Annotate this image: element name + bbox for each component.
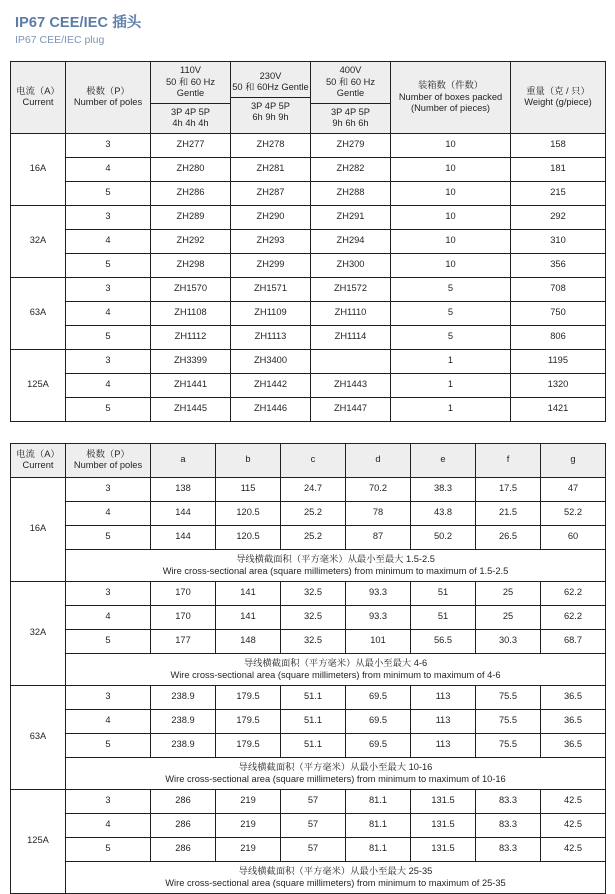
th-boxes-en1: Number of boxes packed <box>398 91 503 102</box>
cell-400v-code: ZH282 <box>311 157 391 181</box>
cell-dim-f: 75.5 <box>476 685 541 709</box>
th-boxes-cn: 装箱数（件数） <box>417 80 484 90</box>
cell-dim-d: 81.1 <box>346 837 411 861</box>
table-row <box>11 349 606 373</box>
table-row <box>11 325 606 349</box>
cell-weight: 292 <box>511 205 606 229</box>
th2-dim-c: c <box>281 443 346 477</box>
cell-weight: 310 <box>511 229 606 253</box>
cell-dim-b: 141 <box>216 581 281 605</box>
cell-boxes: 5 <box>391 325 511 349</box>
cell-poles: 4 <box>66 373 151 397</box>
cell-dim-b: 179.5 <box>216 733 281 757</box>
cell-current: 32A <box>11 205 66 277</box>
th-poles <box>66 62 151 134</box>
cell-weight: 1421 <box>511 397 606 421</box>
table-row <box>11 733 606 757</box>
cell-400v-code <box>311 349 391 373</box>
cell-dim-g: 52.2 <box>541 501 606 525</box>
table-row <box>11 629 606 653</box>
cell-dim-f: 25 <box>476 581 541 605</box>
cell-boxes: 1 <box>391 349 511 373</box>
cell-boxes: 5 <box>391 277 511 301</box>
th-110v-bottom <box>151 104 230 133</box>
th-poles-en: Number of poles <box>73 97 143 108</box>
cell-poles: 4 <box>66 813 151 837</box>
cell-boxes: 10 <box>391 133 511 157</box>
cell-110v-code: ZH292 <box>151 229 231 253</box>
cell-dim-d: 93.3 <box>346 605 411 629</box>
cell-dim-g: 42.5 <box>541 789 606 813</box>
cell-230v-code: ZH1571 <box>231 277 311 301</box>
wire-section-note-en: Wire cross-sectional area (square millimeters) from minimum to maximum of 25-35 <box>165 877 506 888</box>
cell-dim-c: 24.7 <box>281 477 346 501</box>
cell-boxes: 5 <box>391 301 511 325</box>
cell-230v-code: ZH1442 <box>231 373 311 397</box>
wire-section-note-en: Wire cross-sectional area (square millimeters) from minimum to maximum of 4-6 <box>170 669 501 680</box>
page-title-cn: IP67 CEE/IEC 插头 <box>15 15 142 31</box>
cell-110v-code: ZH1445 <box>151 397 231 421</box>
cell-dim-e: 51 <box>411 581 476 605</box>
cell-boxes: 10 <box>391 205 511 229</box>
cell-dim-c: 32.5 <box>281 581 346 605</box>
th2-dim-d: d <box>346 443 411 477</box>
cell-230v-code: ZH278 <box>231 133 311 157</box>
cell-230v-code: ZH1446 <box>231 397 311 421</box>
cell-dim-g: 36.5 <box>541 685 606 709</box>
dimension-table-body <box>11 477 606 893</box>
cell-dim-c: 51.1 <box>281 733 346 757</box>
cell-dim-c: 57 <box>281 789 346 813</box>
th-400v-voltage: 400V <box>339 65 362 75</box>
cell-poles: 3 <box>66 685 151 709</box>
th-400v-clock: 9h 6h 6h <box>332 118 369 128</box>
cell-dim-a: 144 <box>151 525 216 549</box>
cell-110v-code: ZH289 <box>151 205 231 229</box>
th-110v <box>151 62 231 134</box>
cell-dim-a: 238.9 <box>151 685 216 709</box>
cell-current: 63A <box>11 277 66 349</box>
th-230v-voltage: 230V <box>259 70 282 81</box>
th2-dim-a: a <box>151 443 216 477</box>
cell-dim-g: 68.7 <box>541 629 606 653</box>
cell-boxes: 10 <box>391 181 511 205</box>
cell-dim-b: 219 <box>216 813 281 837</box>
cell-dim-c: 57 <box>281 813 346 837</box>
cell-dim-e: 131.5 <box>411 813 476 837</box>
cell-poles: 4 <box>66 229 151 253</box>
model-code-table <box>10 61 606 422</box>
cell-weight: 806 <box>511 325 606 349</box>
th-230v <box>231 62 311 134</box>
cell-boxes: 10 <box>391 253 511 277</box>
cell-poles: 5 <box>66 181 151 205</box>
cell-dim-g: 42.5 <box>541 837 606 861</box>
cell-dim-b: 179.5 <box>216 709 281 733</box>
cell-dim-d: 70.2 <box>346 477 411 501</box>
cell-poles: 3 <box>66 133 151 157</box>
th-230v-poles: 3P 4P 5P <box>251 100 290 111</box>
cell-dim-e: 50.2 <box>411 525 476 549</box>
cell-110v-code: ZH1112 <box>151 325 231 349</box>
cell-dim-e: 43.8 <box>411 501 476 525</box>
th-230v-top <box>231 68 310 98</box>
th-400v-poles: 3P 4P 5P <box>331 106 370 117</box>
cell-dim-d: 69.5 <box>346 709 411 733</box>
table-row <box>11 133 606 157</box>
cell-dim-f: 21.5 <box>476 501 541 525</box>
cell-dim-f: 75.5 <box>476 709 541 733</box>
cell-dim-b: 120.5 <box>216 525 281 549</box>
cell-230v-code: ZH293 <box>231 229 311 253</box>
table-row <box>11 229 606 253</box>
cell-dim-g: 62.2 <box>541 605 606 629</box>
cell-poles: 5 <box>66 325 151 349</box>
table-row <box>11 581 606 605</box>
cell-poles: 3 <box>66 789 151 813</box>
th-poles-cn: 极数（P） <box>86 85 130 96</box>
cell-boxes: 10 <box>391 157 511 181</box>
cell-dim-f: 30.3 <box>476 629 541 653</box>
th2-dim-g: g <box>541 443 606 477</box>
table-row <box>11 501 606 525</box>
th-230v-bottom <box>231 98 310 127</box>
cell-dim-d: 87 <box>346 525 411 549</box>
dimension-table <box>10 443 606 894</box>
cell-dim-d: 69.5 <box>346 733 411 757</box>
table-row <box>11 181 606 205</box>
cell-230v-code: ZH287 <box>231 181 311 205</box>
cell-dim-a: 138 <box>151 477 216 501</box>
cell-dim-f: 17.5 <box>476 477 541 501</box>
cell-boxes: 1 <box>391 373 511 397</box>
cell-dim-g: 47 <box>541 477 606 501</box>
cell-400v-code: ZH300 <box>311 253 391 277</box>
cell-110v-code: ZH3399 <box>151 349 231 373</box>
cell-dim-d: 81.1 <box>346 813 411 837</box>
cell-dim-g: 36.5 <box>541 709 606 733</box>
cell-poles: 4 <box>66 301 151 325</box>
table-row <box>11 157 606 181</box>
table-row <box>11 477 606 501</box>
table-row <box>11 277 606 301</box>
cell-dim-g: 42.5 <box>541 813 606 837</box>
cell-poles: 3 <box>66 205 151 229</box>
cell-dim-b: 219 <box>216 837 281 861</box>
cell-current: 16A <box>11 477 66 581</box>
cell-current: 16A <box>11 133 66 205</box>
cell-dim-e: 56.5 <box>411 629 476 653</box>
table-row <box>11 709 606 733</box>
table-header-row <box>11 443 606 477</box>
cell-weight: 750 <box>511 301 606 325</box>
wire-section-note-cn: 导线横截面积（平方毫米）从最小至最大 1.5-2.5 <box>236 553 435 564</box>
cell-poles: 5 <box>66 837 151 861</box>
cell-400v-code: ZH279 <box>311 133 391 157</box>
th-110v-voltage: 110V <box>179 65 202 75</box>
th-110v-clock: 4h 4h 4h <box>172 118 209 128</box>
th2-dim-b: b <box>216 443 281 477</box>
th2-current-en: Current <box>22 460 54 470</box>
table-row <box>11 813 606 837</box>
th-current <box>11 62 66 134</box>
th-110v-freq: 50 和 60 Hz Gentle <box>165 76 216 98</box>
table-row <box>11 205 606 229</box>
cell-dim-f: 83.3 <box>476 837 541 861</box>
cell-dim-f: 75.5 <box>476 733 541 757</box>
table-row <box>11 605 606 629</box>
th2-dim-e: e <box>411 443 476 477</box>
cell-110v-code: ZH286 <box>151 181 231 205</box>
cell-dim-c: 51.1 <box>281 685 346 709</box>
cell-dim-a: 177 <box>151 629 216 653</box>
cell-weight: 215 <box>511 181 606 205</box>
cell-dim-a: 286 <box>151 813 216 837</box>
wire-section-note <box>66 653 606 685</box>
th2-current <box>11 443 66 477</box>
cell-current: 125A <box>11 349 66 421</box>
th-400v-bottom <box>311 104 390 133</box>
cell-weight: 181 <box>511 157 606 181</box>
th-400v <box>311 62 391 134</box>
cell-dim-b: 141 <box>216 605 281 629</box>
cell-400v-code: ZH1114 <box>311 325 391 349</box>
th2-current-cn: 电流（A） <box>16 448 60 459</box>
cell-current: 63A <box>11 685 66 789</box>
cell-110v-code: ZH277 <box>151 133 231 157</box>
wire-section-note-cn: 导线横截面积（平方毫米）从最小至最大 10-16 <box>238 761 433 772</box>
cell-dim-f: 26.5 <box>476 525 541 549</box>
cell-dim-c: 32.5 <box>281 605 346 629</box>
cell-poles: 3 <box>66 277 151 301</box>
cell-poles: 5 <box>66 253 151 277</box>
table-row <box>11 789 606 813</box>
cell-weight: 708 <box>511 277 606 301</box>
cell-dim-d: 93.3 <box>346 581 411 605</box>
th-weight <box>511 62 606 134</box>
wire-section-note-en: Wire cross-sectional area (square millimeters) from minimum to maximum of 1.5-2.5 <box>162 565 509 576</box>
th-current-cn: 电流（A） <box>16 85 60 96</box>
table-row <box>11 685 606 709</box>
cell-poles: 4 <box>66 157 151 181</box>
cell-110v-code: ZH1441 <box>151 373 231 397</box>
cell-dim-e: 113 <box>411 685 476 709</box>
th-400v-freq: 50 和 60 Hz Gentle <box>325 76 376 98</box>
th-weight-en: Weight (g/piece) <box>524 97 592 108</box>
page-header <box>10 0 605 47</box>
cell-230v-code: ZH299 <box>231 253 311 277</box>
table-row <box>11 253 606 277</box>
th-230v-clock: 6h 9h 9h <box>252 112 289 123</box>
cell-poles: 4 <box>66 605 151 629</box>
cell-dim-a: 286 <box>151 789 216 813</box>
cell-dim-c: 32.5 <box>281 629 346 653</box>
dimension-table-head <box>11 443 606 477</box>
cell-110v-code: ZH280 <box>151 157 231 181</box>
cell-110v-code: ZH1108 <box>151 301 231 325</box>
wire-section-note-en: Wire cross-sectional area (square millimeters) from minimum to maximum of 10-16 <box>165 773 506 784</box>
note-row <box>11 757 606 789</box>
cell-poles: 3 <box>66 477 151 501</box>
th-current-en: Current <box>22 97 54 108</box>
cell-dim-a: 286 <box>151 837 216 861</box>
cell-weight: 1320 <box>511 373 606 397</box>
cell-400v-code: ZH1447 <box>311 397 391 421</box>
cell-poles: 3 <box>66 581 151 605</box>
cell-dim-c: 51.1 <box>281 709 346 733</box>
th2-dim-f: f <box>476 443 541 477</box>
cell-dim-b: 115 <box>216 477 281 501</box>
cell-dim-e: 113 <box>411 709 476 733</box>
cell-boxes: 10 <box>391 229 511 253</box>
cell-dim-a: 238.9 <box>151 709 216 733</box>
cell-dim-c: 25.2 <box>281 501 346 525</box>
cell-poles: 5 <box>66 629 151 653</box>
cell-current: 125A <box>11 789 66 893</box>
cell-dim-e: 131.5 <box>411 789 476 813</box>
cell-110v-code: ZH1570 <box>151 277 231 301</box>
wire-section-note-cn: 导线横截面积（平方毫米）从最小至最大 25-35 <box>238 865 433 876</box>
cell-dim-c: 57 <box>281 837 346 861</box>
cell-dim-c: 25.2 <box>281 525 346 549</box>
cell-dim-g: 62.2 <box>541 581 606 605</box>
th-weight-cn: 重量（克 / 只） <box>526 85 590 96</box>
wire-section-note <box>66 757 606 789</box>
cell-230v-code: ZH281 <box>231 157 311 181</box>
cell-230v-code: ZH1109 <box>231 301 311 325</box>
cell-dim-f: 25 <box>476 605 541 629</box>
table-row <box>11 397 606 421</box>
note-row <box>11 653 606 685</box>
model-code-table-body <box>11 133 606 421</box>
cell-230v-code: ZH1113 <box>231 325 311 349</box>
cell-400v-code: ZH291 <box>311 205 391 229</box>
wire-section-note <box>66 861 606 893</box>
th-boxes <box>391 62 511 134</box>
cell-dim-g: 36.5 <box>541 733 606 757</box>
cell-dim-e: 51 <box>411 605 476 629</box>
table-row <box>11 525 606 549</box>
cell-weight: 158 <box>511 133 606 157</box>
cell-poles: 3 <box>66 349 151 373</box>
table-row <box>11 837 606 861</box>
cell-poles: 5 <box>66 397 151 421</box>
table-row <box>11 373 606 397</box>
cell-dim-e: 131.5 <box>411 837 476 861</box>
cell-weight: 1195 <box>511 349 606 373</box>
cell-dim-f: 83.3 <box>476 813 541 837</box>
cell-dim-e: 38.3 <box>411 477 476 501</box>
cell-400v-code: ZH1443 <box>311 373 391 397</box>
cell-dim-a: 144 <box>151 501 216 525</box>
cell-dim-b: 219 <box>216 789 281 813</box>
th-boxes-en2: (Number of pieces) <box>410 103 491 113</box>
th-110v-top <box>151 62 230 104</box>
cell-dim-a: 170 <box>151 605 216 629</box>
cell-dim-b: 120.5 <box>216 501 281 525</box>
th2-poles-en: Number of poles <box>73 460 143 470</box>
page-title-en: IP67 CEE/IEC plug <box>15 34 105 46</box>
table-row <box>11 301 606 325</box>
cell-dim-a: 238.9 <box>151 733 216 757</box>
cell-400v-code: ZH1572 <box>311 277 391 301</box>
cell-dim-g: 60 <box>541 525 606 549</box>
cell-230v-code: ZH3400 <box>231 349 311 373</box>
cell-poles: 4 <box>66 709 151 733</box>
cell-400v-code: ZH294 <box>311 229 391 253</box>
cell-poles: 5 <box>66 525 151 549</box>
cell-poles: 4 <box>66 501 151 525</box>
cell-dim-a: 170 <box>151 581 216 605</box>
cell-current: 32A <box>11 581 66 685</box>
note-row <box>11 861 606 893</box>
cell-dim-d: 69.5 <box>346 685 411 709</box>
wire-section-note <box>66 549 606 581</box>
wire-section-note-cn: 导线横截面积（平方毫米）从最小至最大 4-6 <box>243 657 428 668</box>
cell-400v-code: ZH288 <box>311 181 391 205</box>
note-row <box>11 549 606 581</box>
cell-dim-e: 113 <box>411 733 476 757</box>
cell-weight: 356 <box>511 253 606 277</box>
cell-230v-code: ZH290 <box>231 205 311 229</box>
cell-110v-code: ZH298 <box>151 253 231 277</box>
model-code-table-head <box>11 62 606 134</box>
cell-dim-d: 101 <box>346 629 411 653</box>
th-400v-top <box>311 62 390 104</box>
table-header-row <box>11 62 606 134</box>
th-110v-poles: 3P 4P 5P <box>171 106 210 117</box>
th2-poles <box>66 443 151 477</box>
cell-poles: 5 <box>66 733 151 757</box>
th2-poles-cn: 极数（P） <box>86 448 130 459</box>
cell-boxes: 1 <box>391 397 511 421</box>
cell-dim-b: 148 <box>216 629 281 653</box>
cell-dim-d: 78 <box>346 501 411 525</box>
cell-400v-code: ZH1110 <box>311 301 391 325</box>
cell-dim-d: 81.1 <box>346 789 411 813</box>
cell-dim-b: 179.5 <box>216 685 281 709</box>
cell-dim-f: 83.3 <box>476 789 541 813</box>
th-230v-freq: 50 和 60Hz Gentle <box>232 82 309 93</box>
